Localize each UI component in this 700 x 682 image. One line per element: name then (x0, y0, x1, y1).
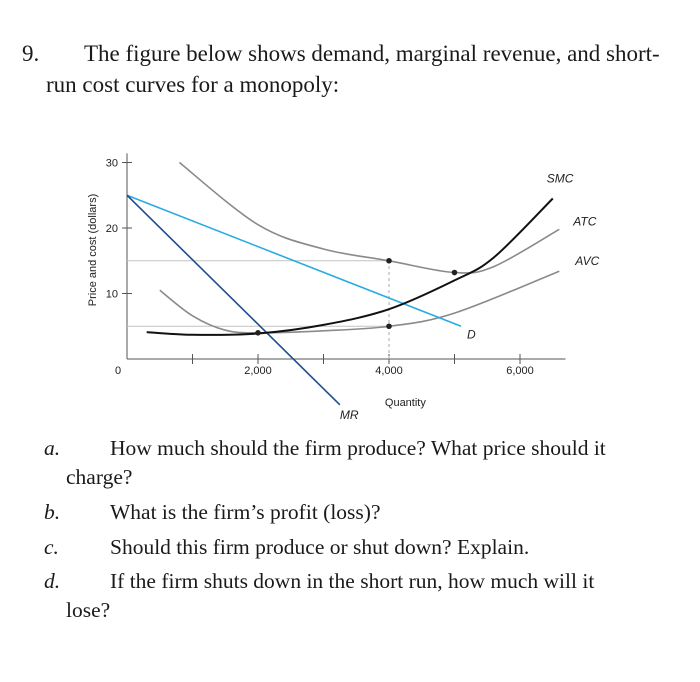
series-atc-line (179, 163, 559, 274)
part-a-continuation: charge? (66, 465, 133, 489)
part-a-text: How much should the firm produce? What price should it (110, 436, 606, 460)
part-c-text: Should this firm produce or shut down? Explain. (110, 535, 530, 559)
y-tick-label: 20 (105, 223, 118, 235)
question-line-2: run cost curves for a monopoly: (46, 72, 340, 97)
x-tick-label: 6,000 (506, 365, 534, 377)
y-tick-label: 10 (105, 288, 118, 301)
part-d-continuation: lose? (66, 598, 111, 622)
part-b-text: What is the firm’s profit (loss)? (110, 500, 381, 524)
x-tick-label: 4,000 (375, 365, 403, 377)
marked-point (386, 258, 392, 264)
marked-point (386, 323, 392, 329)
x-tick-label: 0 (114, 365, 122, 377)
part-d (44, 567, 674, 625)
y-tick-label: 30 (105, 157, 118, 170)
part-c (44, 533, 674, 562)
part-b-letter: b. (44, 500, 61, 524)
part-d-text: If the firm shuts down in the short run, how much will it (110, 569, 595, 593)
series-avc-label: AVC (575, 254, 600, 269)
y-axis-label: Price and cost (dollars) (87, 193, 99, 307)
question-line-1: The figure below shows demand, marginal revenue, and short- (84, 41, 660, 66)
part-b (44, 498, 674, 527)
series-mr-line (127, 195, 340, 405)
series-d-label: D (467, 327, 476, 342)
part-a (44, 434, 674, 492)
series-mr-label: MR (339, 407, 359, 422)
series-avc-line (160, 271, 560, 333)
part-d-letter: d. (44, 569, 61, 593)
x-tick-label: 2,000 (244, 365, 272, 377)
part-a-letter: a. (44, 436, 61, 460)
series-atc-label: ATC (573, 214, 597, 229)
marked-point (452, 270, 458, 276)
question-number: 9. (22, 41, 40, 66)
x-axis-label: Quantity (384, 397, 426, 409)
series-smc-label: SMC (546, 171, 574, 186)
marked-point (255, 330, 261, 336)
part-c-letter: c. (44, 535, 59, 559)
